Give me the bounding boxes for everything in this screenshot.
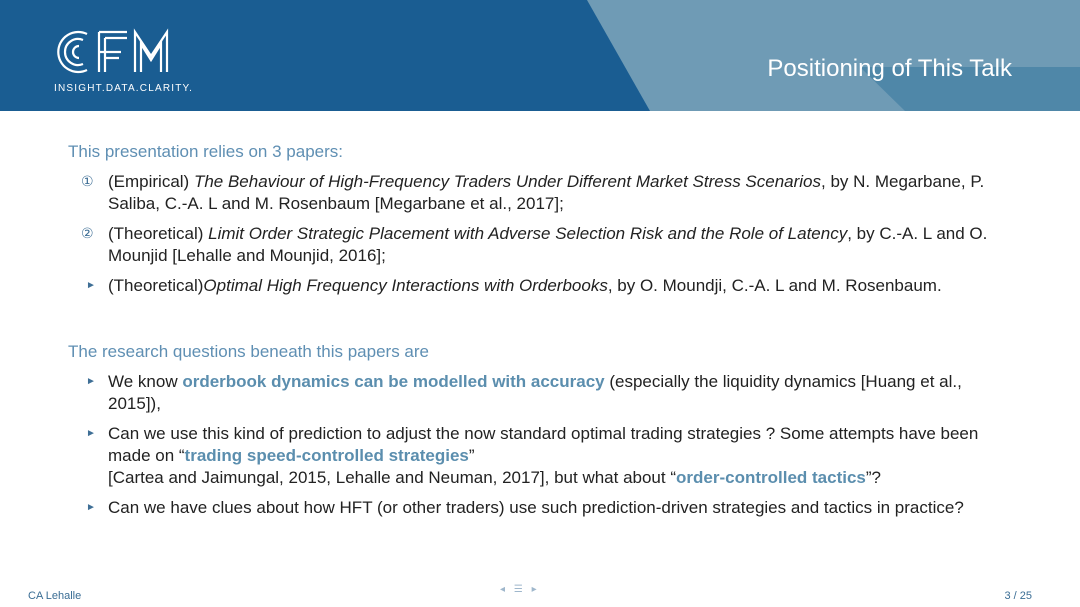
papers-heading: This presentation relies on 3 papers: — [68, 142, 343, 161]
question-2-item — [108, 423, 998, 489]
paper-1-prefix: (Empirical) — [108, 172, 194, 191]
question-1-bullet-icon: ► — [86, 376, 96, 387]
question-2-text-c: ” — [468, 446, 475, 465]
question-1-highlight: orderbook dynamics can be modelled with accuracy — [182, 372, 605, 391]
logo-tagline: INSIGHT.DATA.CLARITY. — [54, 83, 194, 94]
paper-3-bullet-icon: ► — [86, 280, 96, 291]
nav-next-icon[interactable]: ▸ — [531, 584, 537, 595]
slide-title: Positioning of This Talk — [767, 55, 1012, 82]
paper-3-title: Optimal High Frequency Interactions with Orderbooks — [203, 276, 608, 295]
slide-navigation — [497, 584, 540, 595]
question-2-text-f: ”? — [865, 468, 881, 487]
question-1-text-a: We know — [108, 372, 183, 391]
question-2-bullet-icon: ► — [86, 428, 96, 439]
paper-2-title: Limit Order Strategic Placement with Adverse Selection Risk and the Role of Latency — [208, 224, 848, 243]
paper-3-item — [108, 275, 998, 297]
paper-2-marker: ② — [81, 225, 94, 241]
question-2-highlight-2: order-controlled tactics — [676, 468, 866, 487]
paper-1-suffix: , by N. Megarbane, P. Saliba, C.-A. L and M. Rosenbaum [Megarbane et al., 2017]; — [108, 172, 985, 213]
paper-1-item — [108, 171, 998, 215]
paper-2-suffix: , by C.-A. L and O. Mounjid [Lehalle and Mounjid, 2016]; — [108, 224, 988, 265]
question-2-text-a: Can we use this kind of prediction to adjust the now standard optimal trading strategies ? Some attempts have been made on “ — [108, 424, 979, 465]
question-3-text: Can we have clues about how HFT (or other traders) use such prediction-driven strategies and tactics in practice? — [108, 498, 964, 517]
paper-3-suffix: , by O. Moundji, C.-A. L and M. Rosenbaum. — [607, 276, 942, 295]
paper-2-prefix: (Theoretical) — [108, 224, 209, 243]
page-number: 3 / 25 — [1004, 590, 1032, 602]
paper-2-item — [108, 223, 998, 267]
question-1-text-c: (especially the liquidity dynamics [Huang et al., 2015]), — [108, 372, 962, 413]
question-2-text-d: [Cartea and Jaimungal, 2015, Lehalle and Neuman, 2017], but what about “ — [108, 468, 676, 487]
questions-heading: The research questions beneath this papers are — [68, 342, 430, 361]
question-2-highlight-1: trading speed-controlled strategies — [184, 446, 469, 465]
question-3-item — [108, 497, 998, 519]
paper-1-marker: ① — [81, 173, 94, 189]
question-1-item — [108, 371, 998, 415]
paper-3-prefix: (Theoretical) — [108, 276, 204, 295]
paper-1-title: The Behaviour of High-Frequency Traders Under Different Market Stress Scenarios — [193, 172, 822, 191]
nav-prev-icon[interactable]: ◂ — [500, 584, 506, 595]
nav-menu-icon[interactable]: ☰ — [513, 584, 523, 595]
footer-author: CA Lehalle — [28, 590, 82, 602]
question-3-bullet-icon: ► — [86, 502, 96, 513]
